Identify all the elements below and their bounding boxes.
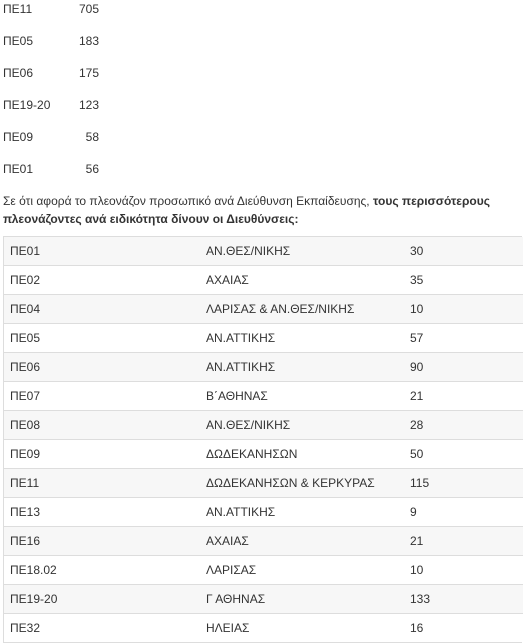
table-row <box>4 498 523 527</box>
directorate-cell: ΔΩΔΕΚΑΝΗΣΩΝ & ΚΕΡΚΥΡΑΣ <box>200 469 404 498</box>
surplus-count: 58 <box>85 130 99 144</box>
directorate-cell: ΛΑΡΙΣΑΣ & ΑΝ.ΘΕΣ/ΝΙΚΗΣ <box>200 295 404 324</box>
count-cell: 9 <box>404 498 523 527</box>
table-row <box>4 324 523 353</box>
table-row <box>4 382 523 411</box>
specialty-code: ΠΕ11 <box>3 2 33 16</box>
specialty-cell: ΠΕ07 <box>4 382 200 411</box>
count-cell: 115 <box>404 469 523 498</box>
specialty-cell: ΠΕ01 <box>4 237 200 266</box>
count-cell: 57 <box>404 324 523 353</box>
surplus-count: 183 <box>78 34 99 48</box>
directorate-cell: ΑΝ.ΑΤΤΙΚΗΣ <box>200 353 404 382</box>
specialty-cell: ΠΕ08 <box>4 411 200 440</box>
specialty-cell: ΠΕ18.02 <box>4 556 200 585</box>
table-row <box>4 614 523 643</box>
count-cell: 16 <box>404 614 523 643</box>
table-row <box>4 527 523 556</box>
specialty-cell: ΠΕ11 <box>4 469 200 498</box>
directorate-cell: Β΄ΑΘΗΝΑΣ <box>200 382 404 411</box>
table-row <box>4 411 523 440</box>
surplus-count: 705 <box>78 2 99 16</box>
specialty-cell: ΠΕ05 <box>4 324 200 353</box>
specialty-code: ΠΕ01 <box>3 162 34 176</box>
specialty-code: ΠΕ09 <box>3 130 34 144</box>
directorate-cell: ΑΧΑΙΑΣ <box>200 266 404 295</box>
count-cell: 30 <box>404 237 523 266</box>
directorate-cell: ΔΩΔΕΚΑΝΗΣΩΝ <box>200 440 404 469</box>
specialty-cell: ΠΕ02 <box>4 266 200 295</box>
count-cell: 35 <box>404 266 523 295</box>
specialty-cell: ΠΕ19-20 <box>4 585 200 614</box>
list-item <box>3 64 123 96</box>
directorate-cell: ΗΛΕΙΑΣ <box>200 614 404 643</box>
list-item <box>3 0 123 32</box>
directorate-cell: ΑΝ.ΑΤΤΙΚΗΣ <box>200 324 404 353</box>
count-cell: 50 <box>404 440 523 469</box>
surplus-count: 123 <box>78 98 99 112</box>
surplus-count: 175 <box>78 66 99 80</box>
specialty-cell: ΠΕ06 <box>4 353 200 382</box>
count-cell: 21 <box>404 527 523 556</box>
directorate-cell: ΑΝ.ΘΕΣ/ΝΙΚΗΣ <box>200 411 404 440</box>
specialty-surplus-list <box>3 0 123 192</box>
directorate-cell: ΛΑΡΙΣΑΣ <box>200 556 404 585</box>
specialty-cell: ΠΕ09 <box>4 440 200 469</box>
table-row <box>4 266 523 295</box>
count-cell: 10 <box>404 295 523 324</box>
count-cell: 90 <box>404 353 523 382</box>
directorate-cell: Γ ΑΘΗΝΑΣ <box>200 585 404 614</box>
specialty-cell: ΠΕ04 <box>4 295 200 324</box>
count-cell: 21 <box>404 382 523 411</box>
list-item <box>3 128 123 160</box>
intro-text: Σε ότι αφορά το πλεονάζον προσωπικό ανά Διεύθυνση Εκπαίδευσης, <box>3 194 373 208</box>
directorate-table <box>3 236 522 643</box>
directorate-cell: ΑΝ.ΑΤΤΙΚΗΣ <box>200 498 404 527</box>
list-item <box>3 96 123 128</box>
specialty-code: ΠΕ06 <box>3 66 34 80</box>
surplus-count: 56 <box>85 162 99 176</box>
specialty-cell: ΠΕ13 <box>4 498 200 527</box>
list-item <box>3 160 123 192</box>
specialty-cell: ΠΕ32 <box>4 614 200 643</box>
directorate-cell: ΑΧΑΙΑΣ <box>200 527 404 556</box>
table-row <box>4 469 523 498</box>
specialty-cell: ΠΕ16 <box>4 527 200 556</box>
table-row <box>4 556 523 585</box>
intro-paragraph <box>3 192 521 228</box>
directorate-cell: ΑΝ.ΘΕΣ/ΝΙΚΗΣ <box>200 237 404 266</box>
specialty-code: ΠΕ05 <box>3 34 34 48</box>
count-cell: 28 <box>404 411 523 440</box>
specialty-code: ΠΕ19-20 <box>3 98 51 112</box>
count-cell: 10 <box>404 556 523 585</box>
table-row <box>4 237 523 266</box>
table-row <box>4 353 523 382</box>
list-item <box>3 32 123 64</box>
count-cell: 133 <box>404 585 523 614</box>
table-row <box>4 440 523 469</box>
table-row <box>4 585 523 614</box>
table-row <box>4 295 523 324</box>
intro-bold-text: τους περισσότερους πλεονάζοντες ανά ειδικότητα δίνουν οι Διευθύνσεις: <box>3 194 490 226</box>
